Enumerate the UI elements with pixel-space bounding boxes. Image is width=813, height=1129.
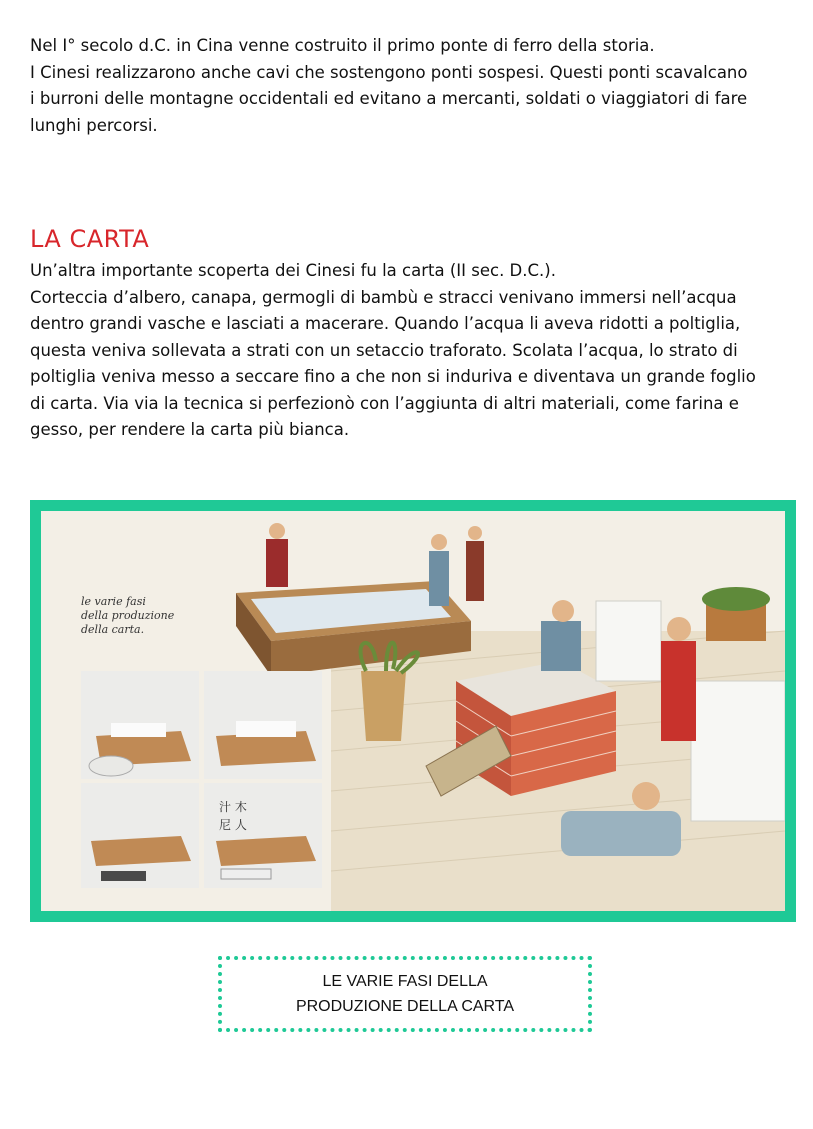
illustration-caption-line: della produzione	[81, 609, 175, 622]
section-line: questa veniva sollevata a strati con un setaccio traforato. Scolata l’acqua, lo strato di	[30, 340, 738, 360]
illustration-artwork	[41, 511, 785, 911]
intro-paragraph	[30, 33, 810, 139]
step-panel	[81, 671, 199, 779]
step-panel	[81, 783, 199, 888]
illustration-caption-line: le varie fasi	[81, 595, 146, 608]
glyph-label: 汁 木	[219, 800, 247, 814]
glyph-label: 尼 人	[219, 818, 247, 832]
worker-figure	[266, 523, 288, 587]
section-line: dentro grandi vasche e lasciati a macerare. Quando l’acqua li aveva ridotti a poltiglia,	[30, 314, 741, 333]
brick-kiln	[456, 661, 616, 796]
section-line: Corteccia d’albero, canapa, germogli di bambù e stracci venivano immersi nell’acqua	[30, 287, 737, 307]
section-line: poltiglia veniva messo a seccare fino a che non si induriva e diventava un grande foglio	[30, 367, 756, 386]
illustration-caption	[81, 595, 174, 637]
worker-figure	[541, 600, 581, 671]
worker-figure	[429, 534, 449, 606]
step-panel	[204, 671, 322, 779]
intro-line: I Cinesi realizzarono anche cavi che sostengono ponti sospesi. Questi ponti scavalcano	[30, 62, 748, 82]
intro-line: Nel I° secolo d.C. in Cina venne costruito il primo ponte di ferro della storia.	[30, 36, 655, 55]
paper-making-illustration	[30, 500, 796, 922]
section-paragraph	[30, 258, 810, 444]
plant-pot	[702, 587, 770, 641]
section-line: Un’altra importante scoperta dei Cinesi fu la carta (II sec. D.C.).	[30, 261, 556, 280]
section-heading: LA CARTA	[30, 225, 150, 253]
illustration-canvas	[41, 511, 785, 911]
intro-line: i burroni delle montagne occidentali ed evitano a mercanti, soldati o viaggiatori di fare	[30, 89, 748, 108]
caption-line: LE VARIE FASI DELLA	[322, 973, 488, 990]
intro-line: lunghi percorsi.	[30, 115, 158, 135]
illustration-caption-line: della carta.	[81, 623, 145, 636]
section-line: di carta. Via via la tecnica si perfezionò con l’aggiunta di altri materiali, come farina e	[30, 393, 739, 413]
worker-figure	[466, 526, 484, 601]
caption-line: PRODUZIONE DELLA CARTA	[295, 998, 515, 1015]
step-panel	[204, 783, 322, 888]
figure-caption-box	[218, 956, 592, 1032]
section-line: gesso, per rendere la carta più bianca.	[30, 420, 350, 439]
